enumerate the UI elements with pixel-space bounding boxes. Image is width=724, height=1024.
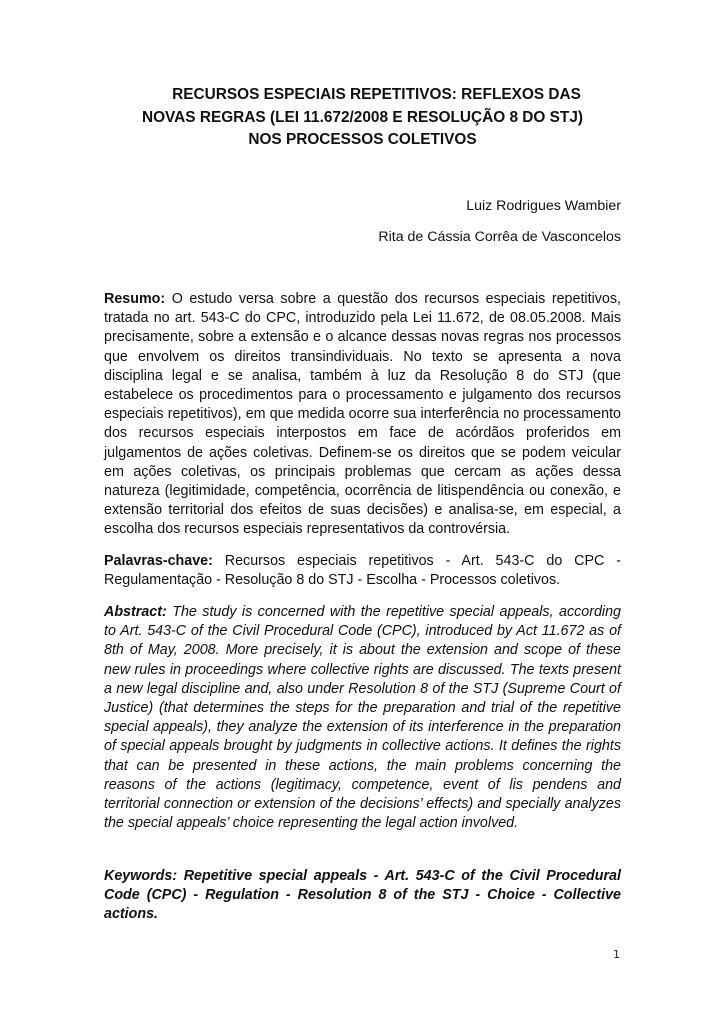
abstract-text: The study is concerned with the repetitive special appeals, according to Art. 543-C of the Civil Procedural Code (CPC), introduced by Act 11.672 as of 8th of May, 2008. More precisely, it is about the extension and scope of these new rules in proceedings where collective rights are discussed. The texts present a new legal discipline and, also under Resolution 8 of the STJ (Supreme Court of Justice) (that determines the steps for the preparation and trial of the repetitive special appeals), they analyze the extension of its interference in the preparation of special appeals brought by judgments in collective actions. It defines the rights that can be presented in these actions, the main problems concerning the reasons of the actions (legitimacy, competence, event of lis pendens and territorial connection or extension of the decisions’ effects) and specially analyzes the special appeals’ choice representing the legal action involved. (104, 604, 621, 832)
keywords-text: Repetitive special appeals - Art. 543-C of the Civil Procedural Code (CPC) - Regulation - Resolution 8 of the STJ - Choice - Collective actions. (104, 868, 621, 923)
resumo-label: Resumo: (104, 291, 166, 307)
author-name: Luiz Rodrigues Wambier (466, 198, 621, 214)
palavras-chave-paragraph (104, 552, 621, 590)
title-line-1: RECURSOS ESPECIAIS REPETITIVOS: REFLEXOS DAS (172, 86, 581, 103)
document-page (104, 0, 621, 1024)
title-line-3: NOS PROCESSOS COLETIVOS (248, 131, 477, 148)
abstract-paragraph (104, 603, 621, 833)
title-line-2: NOVAS REGRAS (LEI 11.672/2008 E RESOLUÇÃO 8 DO STJ) (141, 108, 584, 126)
palavras-chave-label: Palavras-chave: (104, 553, 213, 569)
keywords-paragraph (104, 867, 621, 925)
author-name: Rita de Cássia Corrêa de Vasconcelos (378, 229, 621, 245)
resumo-paragraph (104, 290, 621, 540)
resumo-text: O estudo versa sobre a questão dos recursos especiais repetitivos, tratada no art. 543-C do CPC, introduzido pela Lei 11.672, de 08.05.2008. Mais precisamente, sobre a extensão e o alcance dessas novas regras nos processos que envolvem os direitos transindividuais. No texto se apresenta a nova disciplina legal e se analisa, também à luz da Resolução 8 do STJ (que estabelece os procedimentos para o processamento e julgamento dos recursos especiais repetitivos), em que medida ocorre sua interferência no processamento dos recursos especiais interpostos em face de acórdãos proferidos em julgamentos de ações coletivas. Definem-se os direitos que se podem veicular em ações coletivas, os principais problemas que cercam as ações dessa natureza (legitimidade, competência, ocorrência de litispendência ou conexão, e extensão territorial dos efeitos de suas decisões) e analisa-se, em especial, a escolha dos recursos especiais representativos da controvérsia. (104, 291, 621, 538)
paper-title (104, 84, 621, 152)
abstract-label: Abstract: (104, 604, 167, 620)
palavras-chave-text: Recursos especiais repetitivos - Art. 543-C do CPC - Regulamentação - Resolução 8 do STJ - Escolha - Processos coletivos. (104, 553, 621, 589)
page-number: 1 (613, 948, 620, 961)
keywords-label: Keywords: (104, 868, 178, 884)
